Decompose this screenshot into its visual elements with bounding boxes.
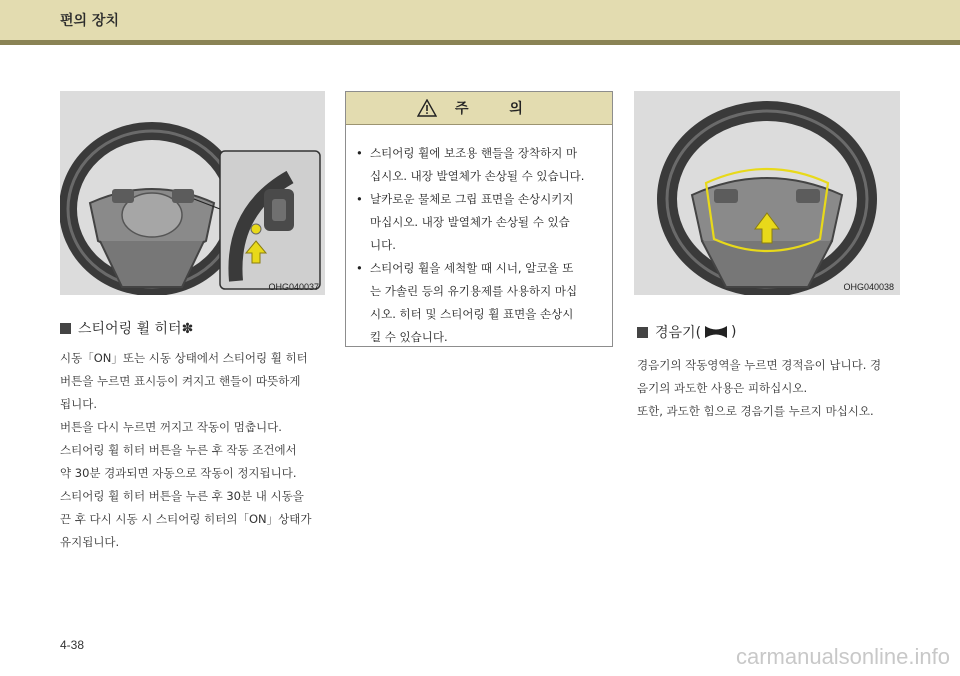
caution-header <box>346 92 612 125</box>
caution-line: 십시오. 내장 발열체가 손상될 수 있습니다. <box>370 169 585 183</box>
horn-icon <box>703 324 729 340</box>
watermark-text: carmanualsonline.info <box>735 644 950 669</box>
page-section-title: 편의 장치 <box>60 13 119 29</box>
photo-code-right: OHG040038 <box>843 282 894 292</box>
steering-wheel-horn-photo <box>634 91 900 295</box>
caution-line: 시오. 히터 및 스티어링 휠 표면을 손상시 <box>370 307 574 321</box>
caution-line: 마십시오. 내장 발열체가 손상될 수 있습 <box>370 215 570 229</box>
bullet-dot-icon: • <box>356 261 363 275</box>
caution-item <box>356 142 604 188</box>
caution-line: 스티어링 휠을 세척할 때 시너, 알코올 또 <box>370 261 574 275</box>
heater-description <box>60 347 330 554</box>
heater-line: 버튼을 누르면 표시등이 켜지고 핸들이 따뜻하게 <box>60 374 301 388</box>
header-bar <box>0 0 960 40</box>
bullet-dot-icon: • <box>356 146 363 160</box>
square-bullet-icon <box>60 323 71 334</box>
caution-line: 스티어링 휠에 보조용 핸들을 장착하지 마 <box>370 146 578 160</box>
steering-wheel-illustration <box>60 91 325 295</box>
heater-title-text: 스티어링 휠 히터✽ <box>78 321 194 337</box>
horn-title-prefix: 경음기( <box>655 325 702 341</box>
horn-description <box>637 354 907 423</box>
heater-section-title <box>60 318 193 338</box>
caution-box <box>345 91 613 347</box>
heater-line: 됩니다. <box>60 397 97 411</box>
heater-line: 스티어링 휠 히터 버튼을 누른 후 30분 내 시동을 <box>60 489 304 503</box>
horn-line: 경음기의 작동영역을 누르면 경적음이 납니다. 경 <box>637 358 882 372</box>
caution-line: 니다. <box>370 238 396 252</box>
heater-line: 시동「ON」또는 시동 상태에서 스티어링 휠 히터 <box>60 351 308 365</box>
bullet-dot-icon: • <box>356 192 363 206</box>
heater-line: 스티어링 휠 히터 버튼을 누른 후 작동 조건에서 <box>60 443 297 457</box>
photo-code-left: OHG040037 <box>268 282 319 292</box>
horn-title-suffix: ) <box>731 324 737 340</box>
horn-line: 음기의 과도한 사용은 피하십시오. <box>637 381 808 395</box>
caution-item <box>356 188 604 257</box>
horn-area-illustration <box>634 91 900 295</box>
horn-section-title <box>637 322 737 342</box>
steering-wheel-heater-photo <box>60 91 325 295</box>
header-rule <box>0 40 960 45</box>
heater-line: 버튼을 다시 누르면 꺼지고 작동이 멈춥니다. <box>60 420 282 434</box>
horn-line: 또한, 과도한 힘으로 경음기를 누르지 마십시오. <box>637 404 874 418</box>
caution-list <box>346 125 612 349</box>
caution-line: 날카로운 물체로 그립 표면을 손상시키지 <box>370 192 574 206</box>
heater-line: 끈 후 다시 시동 시 스티어링 히터의「ON」상태가 <box>60 512 312 526</box>
warning-triangle-icon <box>417 99 437 117</box>
square-bullet-icon <box>637 327 648 338</box>
heater-line: 유지됩니다. <box>60 535 120 549</box>
caution-title: 주 의 <box>455 101 541 117</box>
page-number: 4-38 <box>60 638 85 652</box>
caution-line: 킬 수 있습니다. <box>370 330 448 344</box>
caution-item <box>356 257 604 349</box>
caution-line: 는 가솔린 등의 유기용제를 사용하지 마십 <box>370 284 578 298</box>
heater-line: 약 30분 경과되면 자동으로 작동이 정지됩니다. <box>60 466 297 480</box>
